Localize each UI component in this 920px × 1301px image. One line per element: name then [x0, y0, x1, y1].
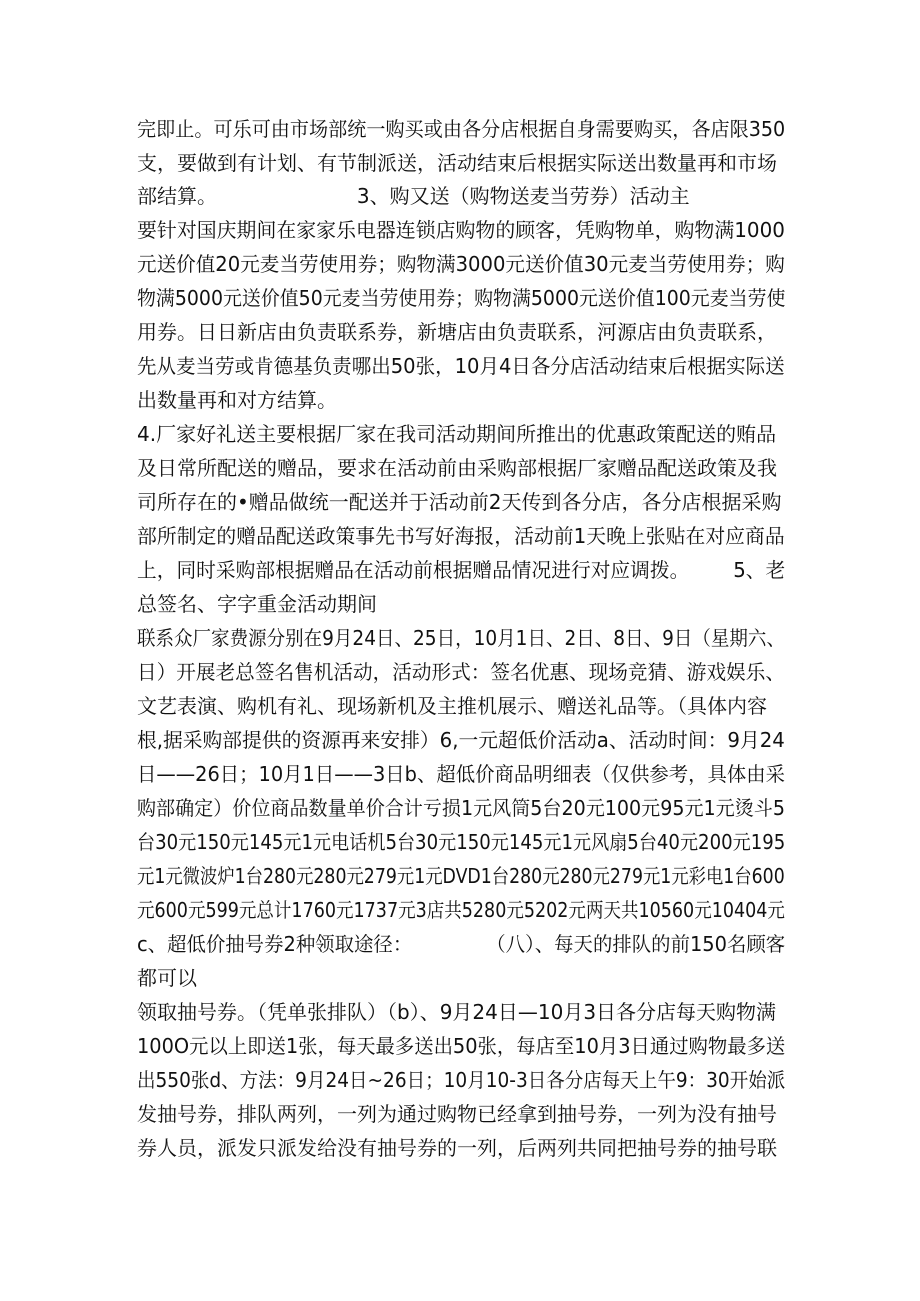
text-line: 完即止。可乐可由市场部统一购买或由各分店根据自身需要购买，各店限350 [137, 117, 786, 141]
text-line: 及日常所配送的赠品，要求在活动前由采购部根据厂家赠品配送政策及我 [137, 456, 777, 480]
text-line: 元600元599元总计1760元1737元3店共5280元5202元两天共10560元10404元 [137, 898, 785, 922]
text-line: 部结算。 3、购又送（购物送麦当劳券）活动主 [137, 184, 690, 208]
text-line: 部所制定的赠品配送政策事先书写好海报，活动前1天晚上张贴在对应商品 [137, 524, 785, 548]
text-line: 4.厂家好礼送主要根据厂家在我司活动期间所推出的优惠政策配送的贿品 [137, 422, 777, 446]
text-line: 券人员，派发只派发给没有抽号券的一列，后两列共同把抽号券的抽号联 [137, 1136, 777, 1160]
text-line: 出550张d、方法：9月24日~26日；10月10-3日各分店每天上午9：30开始派 [137, 1068, 786, 1092]
text-line: 日）开展老总签名售机活动，活动形式：签名优惠、现场竞猜、游戏娱乐、 [137, 660, 785, 684]
text-line: 台30元150元145元1元电话机5台30元150元145元1元风扇5台40元200元195 [137, 830, 786, 854]
text-line: 日——26日；10月1日——3日b、超低价商品明细表（仅供参考，具体由采 [137, 762, 786, 786]
text-line: 上，同时采购部根据赠品在活动前根据赠品情况进行对应调拨。 5、老 [137, 558, 786, 582]
text-line: 先从麦当劳或肯德基负责哪出50张，10月4日各分店活动结束后根据实际送 [137, 354, 785, 378]
text-line: 元送价值20元麦当劳使用券；购物满3000元送价值30元麦当劳使用券；购 [137, 252, 785, 276]
text-line: 出数量再和对方结算。 [137, 388, 337, 412]
text-line: 司所存在的•赠品做统一配送并于活动前2天传到各分店，各分店根据采购 [137, 490, 782, 514]
text-line: 支，要做到有计划、有节制派送，活动结束后根据实际送出数量再和市场 [137, 151, 777, 175]
text-line: 都可以 [137, 966, 197, 990]
text-line: 联系众厂家费源分别在9月24日、25日，10月1日、2日、8日、9日（星期六、 [137, 626, 785, 650]
text-line: 文艺表演、购机有礼、现场新机及主推机展示、赠送礼品等。（具体内容 [137, 694, 767, 718]
text-line: 发抽号券，排队两列，一列为通过购物已经拿到抽号券，一列为没有抽号 [137, 1102, 777, 1126]
text-line: 用券。日日新店由负责联系券，新塘店由负责联系，河源店由负责联系， [137, 320, 777, 344]
text-line: 根,据采购部提供的资源再来安排）6,一元超低价活动a、活动时间：9月24 [137, 728, 785, 752]
text-line: c、超低价抽号券2种领取途径： （八）、每天的排队的前150名顾客 [137, 932, 786, 956]
text-line: 领取抽号券。（凭单张排队）（b）、9月24日—10月3日各分店每天购物满 [137, 1000, 777, 1024]
text-line: 元1元微波炉1台280元280元279元1元DVD1台280元280元279元1元彩电1台600 [137, 864, 785, 888]
text-line: 100O元以上即送1张，每天最多送出50张，每店至10月3日通过购物最多送 [137, 1034, 786, 1058]
text-line: 物满5000元送价值50元麦当劳使用券；购物满5000元送价值100元麦当劳使 [137, 286, 786, 310]
text-line: 总签名、字字重金活动期间 [137, 592, 377, 616]
text-line: 购部确定）价位商品数量单价合计亏损1元风筒5台20元100元95元1元烫斗5 [137, 796, 785, 820]
text-line: 要针对国庆期间在家家乐电器连锁店购物的顾客，凭购物单，购物满1000 [137, 218, 785, 242]
